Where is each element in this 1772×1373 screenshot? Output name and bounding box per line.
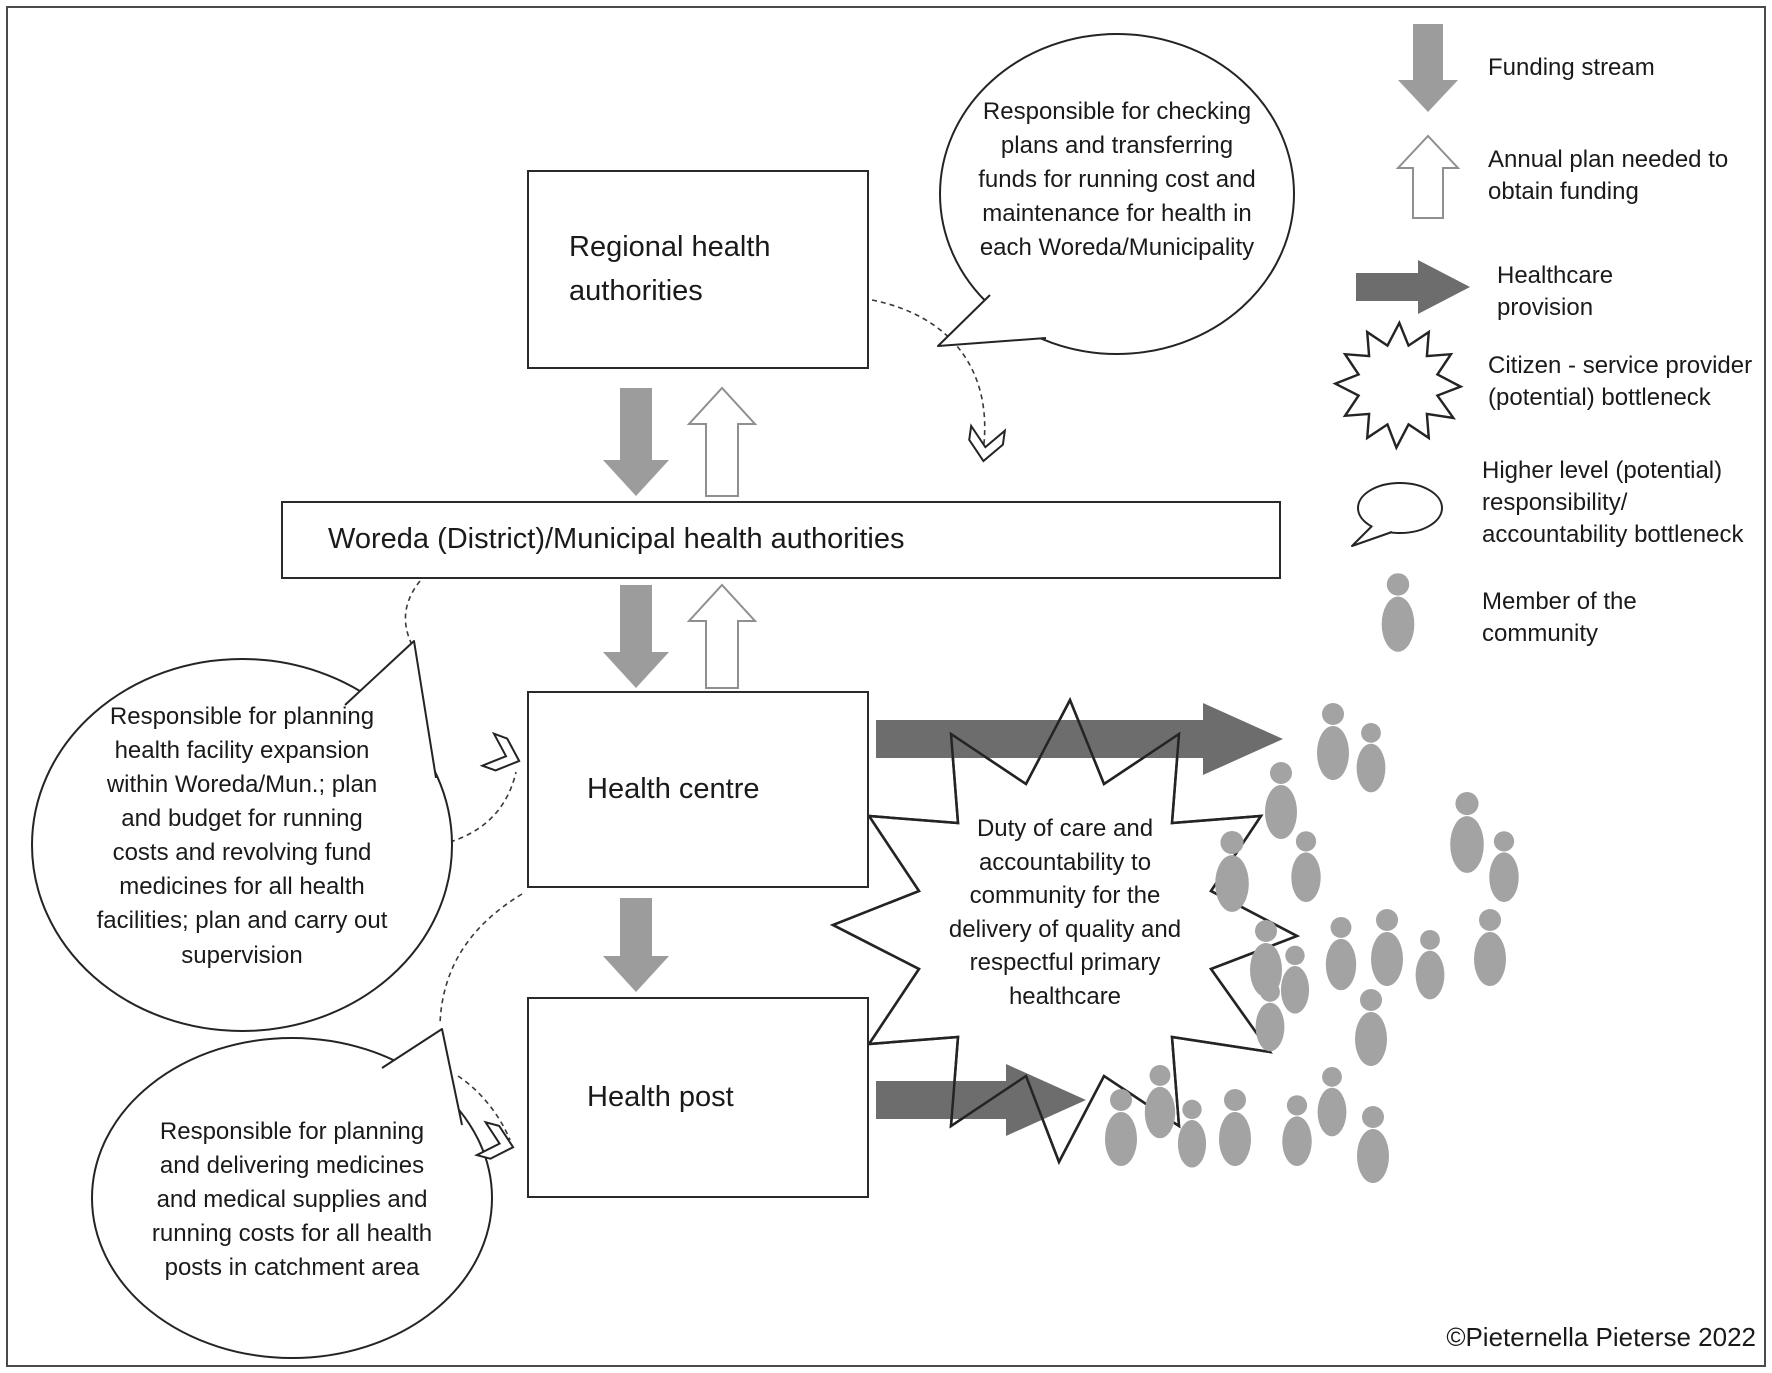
legend-label-higher-level-bottleneck: Higher level (potential) responsibility/​accountability bottleneck: [1482, 457, 1744, 548]
legend-label-funding-stream: Funding stream: [1488, 54, 1655, 81]
regional-health-authorities-box: [527, 170, 869, 369]
regional-health-authorities-label: Regional health authorities: [569, 231, 771, 307]
health-post-box: [527, 997, 869, 1198]
callout-woreda-text: Responsible for planning health facility expansion within Woreda/Mun.; plan and budget for running costs and revolving fund medicines for all health facilities; plan and carry out supervision: [96, 703, 388, 969]
woreda-municipal-health-authorities-box: [281, 501, 1281, 579]
callout-centre-text: Responsible for planning and delivering medicines and medical supplies and running costs for all health posts in catchment area: [151, 1118, 433, 1282]
legend-label-healthcare-provision: Healthcare provision: [1497, 262, 1614, 321]
legend-label-citizen-bottleneck: Citizen - service provider (potential) bottleneck: [1488, 352, 1753, 411]
callout-regional-text: Responsible for checking plans and transferring funds for running cost and maintenance for health in each Woreda/​Municipality: [978, 98, 1256, 262]
copyright-text: ©Pieternella Pieterse 2022: [1446, 1322, 1756, 1352]
health-centre-label: Health centre: [587, 772, 760, 805]
legend-label-community-member: Member of the community: [1482, 588, 1637, 647]
woreda-municipal-health-authorities-label: Woreda (District)/Municipal health authorities: [328, 523, 905, 556]
health-centre-box: [527, 691, 869, 888]
duty-of-care-text: Duty of care and accountability to community for the delivery of quality and respectful primary healthcare: [948, 815, 1182, 1010]
legend-label-annual-plan: Annual plan needed to obtain funding: [1488, 146, 1729, 205]
health-post-label: Health post: [587, 1080, 734, 1113]
